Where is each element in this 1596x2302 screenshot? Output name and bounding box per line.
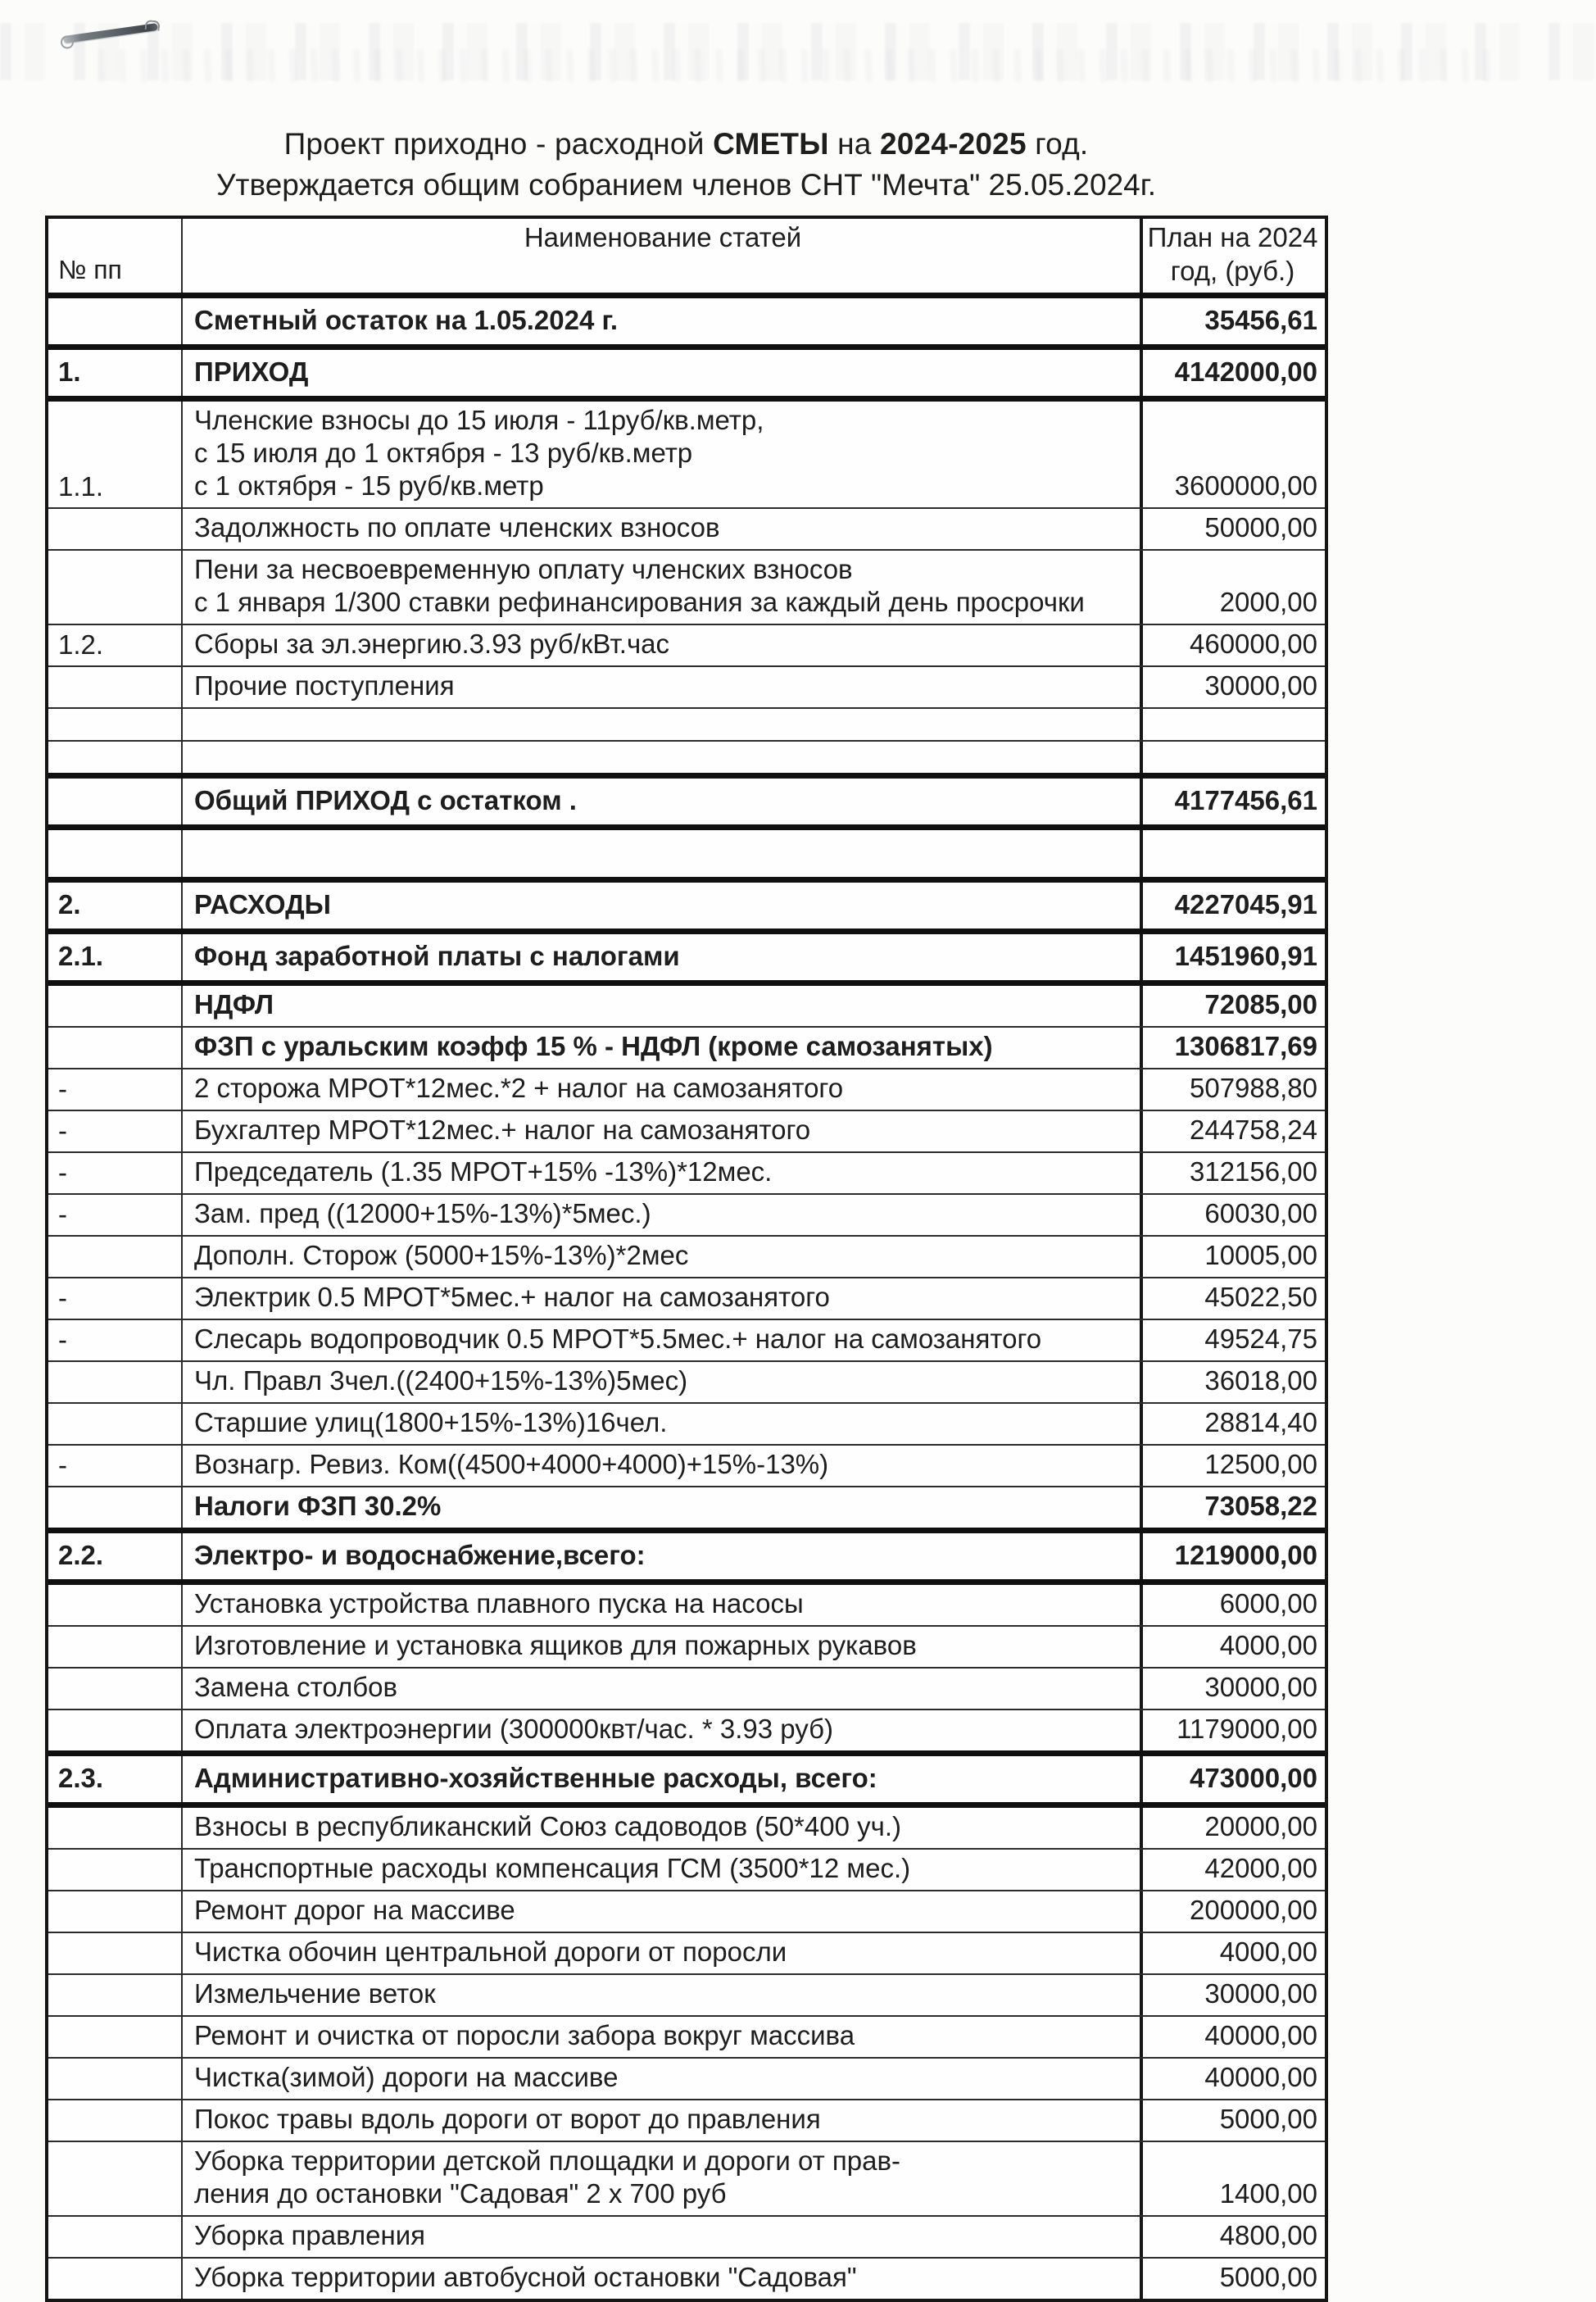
- row-title-line: Прочие поступления: [194, 670, 455, 701]
- row-amount-cell: 4000,00: [1219, 1936, 1317, 1967]
- row-title-cell: [183, 509, 1143, 549]
- row-title-line: с 15 июля до 1 октября - 13 руб/кв.метр: [194, 438, 693, 468]
- row-title-cell: [183, 830, 1143, 877]
- table-row: [48, 2057, 1325, 2099]
- row-title-line: ления до остановки "Садовая" 2 х 700 руб: [194, 2178, 727, 2209]
- row-number-cell: [48, 509, 183, 549]
- title-text: год.: [1026, 127, 1089, 161]
- row-title-line: ПРИХОД: [194, 356, 309, 387]
- row-number-cell: 2.1.: [48, 934, 183, 980]
- column-header-name: Наименование статей: [183, 219, 1143, 293]
- row-amount-cell: 244758,24: [1190, 1115, 1317, 1145]
- row-amount-cell: 28814,40: [1204, 1407, 1317, 1437]
- row-title-cell: [183, 1850, 1143, 1890]
- row-title-line: Чистка(зимой) дороги на массиве: [194, 2062, 619, 2092]
- row-title-cell: [183, 1320, 1143, 1360]
- row-title-line: ФЗП с уральским коэфф 15 % - НДФЛ (кроме самозанятых): [194, 1031, 993, 1061]
- row-number-cell: -: [48, 1278, 183, 1319]
- row-title-cell: [183, 551, 1143, 624]
- empty-row: [48, 740, 1325, 773]
- row-title-cell: [183, 2217, 1143, 2257]
- row-number-cell: -: [48, 1153, 183, 1193]
- row-title-line: Чистка обочин центральной дороги от поросли: [194, 1936, 787, 1967]
- row-title-cell: [183, 986, 1143, 1026]
- row-amount-cell: 312156,00: [1190, 1156, 1317, 1187]
- row-title-line: Задолжность по оплате членских взносов: [194, 512, 720, 543]
- row-number-cell: 2.: [48, 883, 183, 929]
- row-title-cell: [183, 709, 1143, 740]
- row-title-cell: [183, 625, 1143, 665]
- row-title-line: Слесарь водопроводчик 0.5 МРОТ*5.5мес.+ налог на самозанятого: [194, 1324, 1042, 1354]
- row-amount-cell: 5000,00: [1219, 2262, 1317, 2292]
- row-title-line: Зам. пред ((12000+15%-13%)*5мес.): [194, 1198, 651, 1228]
- row-title-line: Изготовление и установка ящиков для пожарных рукавов: [194, 1630, 917, 1660]
- row-title-line: Измельчение веток: [194, 1978, 436, 2009]
- table-row: [48, 2257, 1325, 2299]
- table-row: [48, 2099, 1325, 2141]
- row-title-line: Транспортные расходы компенсация ГСМ (3500*12 мес.): [194, 1853, 911, 1883]
- row-title-line: Налоги ФЗП 30.2%: [194, 1491, 442, 1521]
- table-row: [48, 1277, 1325, 1319]
- row-amount-cell: 460000,00: [1190, 629, 1317, 659]
- table-body: [48, 293, 1325, 2299]
- row-title-cell: [183, 1237, 1143, 1277]
- row-amount-cell: 40000,00: [1204, 2020, 1317, 2050]
- row-amount-cell: [1143, 830, 1325, 877]
- row-number-cell: [48, 1850, 183, 1890]
- table-row: [48, 877, 1325, 929]
- row-title-cell: [183, 1195, 1143, 1235]
- table-row: [48, 1890, 1325, 1932]
- row-number-cell: [48, 986, 183, 1026]
- row-amount-cell: 42000,00: [1204, 1853, 1317, 1883]
- row-number-cell: [48, 551, 183, 624]
- table-row: [48, 1444, 1325, 1486]
- row-title-line: Дополн. Сторож (5000+15%-13%)*2мес: [194, 1240, 689, 1270]
- row-title-cell: [183, 1446, 1143, 1486]
- row-number-cell: [48, 2017, 183, 2057]
- empty-row: [48, 707, 1325, 740]
- row-amount-cell: 4177456,61: [1174, 785, 1317, 815]
- table-row: [48, 549, 1325, 624]
- column-header-plan: [1143, 219, 1325, 293]
- title-text: Проект приходно - расходной: [283, 127, 714, 161]
- row-title-cell: [183, 1808, 1143, 1848]
- table-row: [48, 1151, 1325, 1193]
- table-row: [48, 1486, 1325, 1528]
- row-amount-cell: 35456,61: [1204, 305, 1317, 335]
- row-number-cell: [48, 1487, 183, 1528]
- row-title-line: Административно-хозяйственные расходы, всего:: [194, 1763, 877, 1793]
- row-amount-cell: 50000,00: [1204, 512, 1317, 543]
- row-title-cell: [183, 1487, 1143, 1528]
- row-number-cell: [48, 1627, 183, 1667]
- row-title-cell: [183, 2059, 1143, 2099]
- row-title-line: с 1 октября - 15 руб/кв.метр: [194, 470, 544, 501]
- row-title-line: РАСХОДЫ: [194, 889, 331, 919]
- row-number-cell: [48, 1669, 183, 1709]
- row-number-cell: [48, 1808, 183, 1848]
- row-title-cell: [183, 2100, 1143, 2141]
- row-amount-cell: 36018,00: [1204, 1365, 1317, 1396]
- row-title-line: Бухгалтер МРОТ*12мес.+ налог на самозанятого: [194, 1115, 811, 1145]
- table-row: [48, 1360, 1325, 1402]
- table-row: [48, 980, 1325, 1026]
- row-title-cell: [183, 1362, 1143, 1402]
- row-amount-cell: 45022,50: [1204, 1282, 1317, 1312]
- row-number-cell: [48, 1404, 183, 1444]
- row-number-cell: [48, 667, 183, 707]
- row-number-cell: [48, 1891, 183, 1932]
- scan-noise-band-2: [98, 49, 1491, 82]
- table-row: [48, 1750, 1325, 1802]
- row-title-line: Электро- и водоснабжение,всего:: [194, 1540, 646, 1570]
- row-title-line: Сметный остаток на 1.05.2024 г.: [194, 305, 619, 335]
- row-title-line: Пени за несвоевременную оплату членских взносов: [194, 554, 853, 584]
- table-row: [48, 665, 1325, 707]
- row-amount-cell: 507988,80: [1190, 1073, 1317, 1103]
- row-amount-cell: 1306817,69: [1174, 1031, 1317, 1061]
- row-number-cell: [48, 709, 183, 740]
- table-row: [48, 2015, 1325, 2057]
- row-number-cell: 2.2.: [48, 1533, 183, 1579]
- row-amount-cell: [1143, 742, 1325, 773]
- budget-table: [45, 216, 1328, 2302]
- row-amount-cell: 4800,00: [1219, 2220, 1317, 2250]
- row-number-cell: -: [48, 1069, 183, 1110]
- row-amount-cell: 30000,00: [1204, 1672, 1317, 1702]
- row-title-cell: [183, 1933, 1143, 1973]
- row-title-line: Членские взносы до 15 июля - 11руб/кв.метр,: [194, 405, 764, 435]
- row-title-cell: [183, 298, 1143, 344]
- row-title-line: Замена столбов: [194, 1672, 397, 1702]
- table-row: [48, 1709, 1325, 1750]
- row-amount-cell: 4142000,00: [1174, 356, 1317, 387]
- row-amount-cell: 2000,00: [1219, 587, 1317, 617]
- row-amount-cell: 1219000,00: [1174, 1540, 1317, 1570]
- table-row: [48, 1802, 1325, 1848]
- row-number-cell: [48, 2142, 183, 2215]
- empty-row: [48, 824, 1325, 877]
- row-number-cell: 1.1.: [48, 402, 183, 507]
- row-amount-cell: 200000,00: [1190, 1895, 1317, 1925]
- table-row: [48, 293, 1325, 344]
- row-title-cell: [183, 1028, 1143, 1068]
- document-header: [45, 125, 1327, 205]
- table-row: [48, 929, 1325, 980]
- table-row: [48, 344, 1325, 396]
- row-number-cell: [48, 779, 183, 824]
- row-title-cell: [183, 1710, 1143, 1750]
- row-title-cell: [183, 934, 1143, 980]
- document-subtitle: Утверждается общим собранием членов СНТ "Мечта" 25.05.2024г.: [216, 168, 1156, 202]
- row-amount-cell: 1451960,91: [1174, 941, 1317, 971]
- column-header-plan-line1: План на 2024: [1147, 222, 1318, 252]
- table-row: [48, 1193, 1325, 1235]
- row-title-line: Взносы в республиканский Союз садоводов (50*400 уч.): [194, 1811, 901, 1841]
- row-amount-cell: 30000,00: [1204, 1978, 1317, 2009]
- row-title-cell: [183, 1891, 1143, 1932]
- row-title-line: Электрик 0.5 МРОТ*5мес.+ налог на самозанятого: [194, 1282, 830, 1312]
- table-row: [48, 1973, 1325, 2015]
- table-row: [48, 773, 1325, 824]
- table-row: [48, 624, 1325, 665]
- table-row: [48, 1068, 1325, 1110]
- row-title-cell: [183, 1585, 1143, 1625]
- row-title-line: с 1 января 1/300 ставки рефинансирования за каждый день просрочки: [194, 587, 1085, 617]
- row-number-cell: -: [48, 1195, 183, 1235]
- row-amount-cell: 20000,00: [1204, 1811, 1317, 1841]
- row-title-cell: [183, 2142, 1143, 2215]
- row-number-cell: [48, 2217, 183, 2257]
- table-row: [48, 396, 1325, 507]
- row-amount-cell: 3600000,00: [1174, 470, 1317, 501]
- row-number-cell: [48, 1710, 183, 1750]
- table-row: [48, 1235, 1325, 1277]
- row-title-line: Уборка территории автобусной остановки "Садовая": [194, 2262, 857, 2292]
- row-title-cell: [183, 883, 1143, 929]
- row-amount-cell: 10005,00: [1204, 1240, 1317, 1270]
- row-title-line: Общий ПРИХОД с остатком .: [194, 785, 577, 815]
- row-number-cell: [48, 1028, 183, 1068]
- row-title-cell: [183, 1533, 1143, 1579]
- row-number-cell: [48, 1585, 183, 1625]
- row-title-cell: [183, 1278, 1143, 1319]
- row-amount-cell: [1143, 709, 1325, 740]
- table-row: [48, 2215, 1325, 2257]
- row-amount-cell: 4000,00: [1219, 1630, 1317, 1660]
- row-number-cell: [48, 1237, 183, 1277]
- column-header-plan-line2: год, (руб.): [1170, 256, 1295, 286]
- row-title-line: Чл. Правл 3чел.((2400+15%-13%)5мес): [194, 1365, 688, 1396]
- row-title-cell: [183, 2259, 1143, 2299]
- row-title-cell: [183, 350, 1143, 396]
- table-row: [48, 1026, 1325, 1068]
- row-title-line: Вознагр. Ревиз. Ком((4500+4000+4000)+15%-13%): [194, 1449, 829, 1479]
- row-title-line: Сборы за эл.энергию.3.93 руб/кВт.час: [194, 629, 670, 659]
- row-amount-cell: 6000,00: [1219, 1588, 1317, 1619]
- row-amount-cell: 72085,00: [1204, 989, 1317, 1019]
- row-number-cell: -: [48, 1446, 183, 1486]
- document-title: [45, 125, 1327, 164]
- row-title-line: Ремонт и очистка от поросли забора вокруг массива: [194, 2020, 855, 2050]
- row-title-line: Уборка территории детской площадки и дороги от прав-: [194, 2145, 900, 2176]
- row-title-line: Ремонт дорог на массиве: [194, 1895, 515, 1925]
- row-title-cell: [183, 1404, 1143, 1444]
- row-title-line: Старшие улиц(1800+15%-13%)16чел.: [194, 1407, 668, 1437]
- row-number-cell: [48, 2059, 183, 2099]
- row-number-cell: [48, 2259, 183, 2299]
- row-number-cell: -: [48, 1111, 183, 1151]
- row-amount-cell: 5000,00: [1219, 2104, 1317, 2134]
- row-number-cell: [48, 298, 183, 344]
- row-number-cell: -: [48, 1320, 183, 1360]
- row-number-cell: [48, 1975, 183, 2015]
- title-text: на: [828, 127, 880, 161]
- row-title-line: 2 сторожа МРОТ*12мес.*2 + налог на самозанятого: [194, 1073, 844, 1103]
- row-number-cell: 2.3.: [48, 1756, 183, 1802]
- row-title-cell: [183, 2017, 1143, 2057]
- row-amount-cell: 473000,00: [1190, 1763, 1317, 1793]
- table-row: [48, 1848, 1325, 1890]
- row-amount-cell: 60030,00: [1204, 1198, 1317, 1228]
- table-row: [48, 1667, 1325, 1709]
- row-title-cell: [183, 779, 1143, 824]
- row-amount-cell: 1179000,00: [1177, 1714, 1317, 1744]
- table-row: [48, 1579, 1325, 1625]
- row-title-cell: [183, 742, 1143, 773]
- row-number-cell: 1.2.: [48, 625, 183, 665]
- row-title-cell: [183, 1669, 1143, 1709]
- table-header-row: [48, 219, 1325, 293]
- table-row: [48, 1528, 1325, 1579]
- row-title-line: Покос травы вдоль дороги от ворот до правления: [194, 2104, 821, 2134]
- row-title-cell: [183, 1069, 1143, 1110]
- row-title-cell: [183, 402, 1143, 507]
- row-title-line: Оплата электроэнергии (300000квт/час. * 3.93 руб): [194, 1714, 834, 1744]
- row-amount-cell: 1400,00: [1219, 2178, 1317, 2209]
- row-title-line: Председатель (1.35 МРОТ+15% -13%)*12мес.: [194, 1156, 773, 1187]
- row-title-cell: [183, 1111, 1143, 1151]
- row-amount-cell: 12500,00: [1204, 1449, 1317, 1479]
- title-bold-smety: СМЕТЫ: [713, 127, 829, 161]
- table-row: [48, 1110, 1325, 1151]
- row-title-line: Уборка правления: [194, 2220, 426, 2250]
- table-row: [48, 1932, 1325, 1973]
- row-title-cell: [183, 667, 1143, 707]
- title-bold-years: 2024-2025: [880, 127, 1027, 161]
- row-number-cell: [48, 1933, 183, 1973]
- row-title-line: Фонд заработной платы с налогами: [194, 941, 680, 971]
- row-number-cell: 1.: [48, 350, 183, 396]
- row-amount-cell: 30000,00: [1204, 670, 1317, 701]
- row-number-cell: [48, 830, 183, 877]
- column-header-num: № пп: [48, 219, 183, 293]
- table-row: [48, 1402, 1325, 1444]
- row-title-cell: [183, 1627, 1143, 1667]
- row-amount-cell: 40000,00: [1204, 2062, 1317, 2092]
- table-row: [48, 2141, 1325, 2215]
- row-amount-cell: 4227045,91: [1174, 889, 1317, 919]
- row-number-cell: [48, 1362, 183, 1402]
- row-number-cell: [48, 2100, 183, 2141]
- row-title-line: Установка устройства плавного пуска на насосы: [194, 1588, 804, 1619]
- row-title-cell: [183, 1153, 1143, 1193]
- row-title-cell: [183, 1975, 1143, 2015]
- table-row: [48, 1625, 1325, 1667]
- table-row: [48, 1319, 1325, 1360]
- row-amount-cell: 49524,75: [1204, 1324, 1317, 1354]
- row-amount-cell: 73058,22: [1204, 1491, 1317, 1521]
- table-row: [48, 507, 1325, 549]
- row-title-cell: [183, 1756, 1143, 1802]
- row-number-cell: [48, 742, 183, 773]
- row-title-line: НДФЛ: [194, 989, 274, 1019]
